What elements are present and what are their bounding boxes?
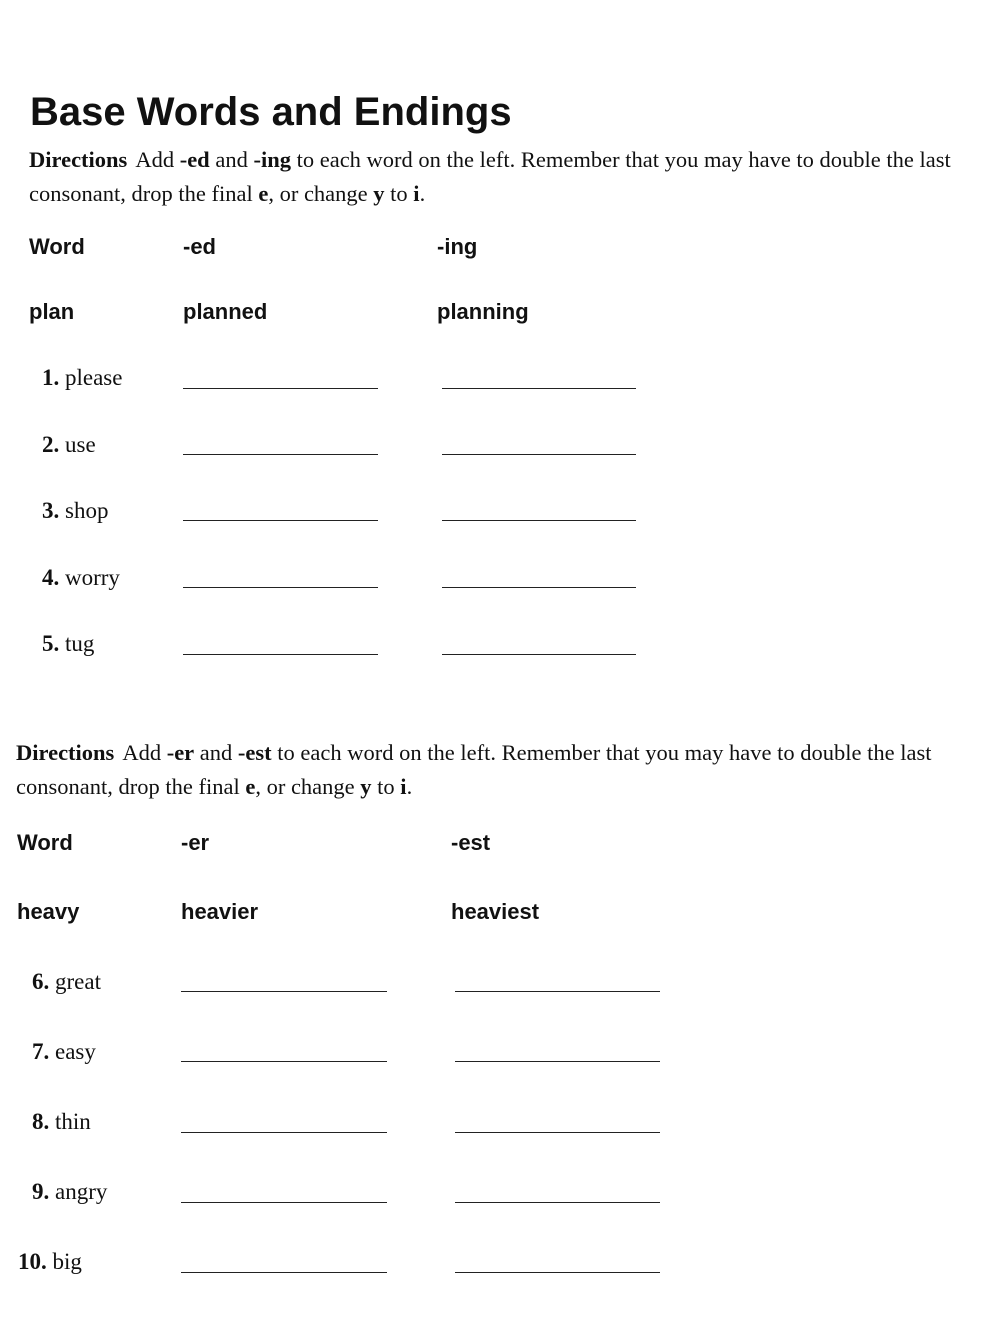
directions-text: and [194, 740, 238, 765]
answer-blank-ed[interactable] [183, 388, 378, 389]
item-number: 8. [32, 1109, 50, 1134]
directions-text: to each word on the left. Remember that you may have to double the last consonant, drop the final [16, 740, 932, 799]
list-item [32, 1177, 107, 1207]
list-item [42, 563, 120, 593]
directions-1 [29, 143, 969, 211]
example-er: heavier [181, 899, 259, 924]
item-number: 5. [42, 631, 60, 656]
answer-blank-ing[interactable] [442, 587, 636, 588]
directions-text: to [384, 181, 414, 206]
suffix-ing: -ing [253, 147, 291, 172]
letter-y: y [373, 181, 385, 206]
answer-blank-er[interactable] [181, 1202, 387, 1203]
page-title: Base Words and Endings [30, 90, 512, 134]
list-item [42, 430, 96, 460]
directions-text: , or change [268, 181, 374, 206]
list-item [42, 363, 122, 393]
directions-label: Directions [29, 147, 128, 172]
example-word: heavy [17, 899, 80, 924]
answer-blank-ing[interactable] [442, 454, 636, 455]
suffix-ed: -ed [179, 147, 210, 172]
answer-blank-est[interactable] [455, 1272, 660, 1273]
answer-blank-ed[interactable] [183, 587, 378, 588]
header-ing: -ing [437, 234, 478, 259]
item-number: 6. [32, 969, 50, 994]
directions-text: , or change [255, 774, 361, 799]
list-item [42, 496, 108, 526]
answer-blank-est[interactable] [455, 991, 660, 992]
item-word: shop [65, 498, 109, 523]
list-item [32, 1037, 96, 1067]
answer-blank-er[interactable] [181, 1061, 387, 1062]
item-number: 2. [42, 432, 60, 457]
letter-e: e [258, 181, 269, 206]
example-ing: planning [437, 299, 529, 324]
item-word: easy [55, 1039, 96, 1064]
list-item [32, 1107, 91, 1137]
answer-blank-est[interactable] [455, 1132, 660, 1133]
answer-blank-er[interactable] [181, 991, 387, 992]
header-est: -est [451, 830, 491, 855]
item-word: angry [55, 1179, 108, 1204]
answer-blank-er[interactable] [181, 1272, 387, 1273]
directions-label: Directions [16, 740, 115, 765]
answer-blank-ed[interactable] [183, 654, 378, 655]
item-word: great [55, 969, 101, 994]
example-est: heaviest [451, 899, 540, 924]
directions-text: to each word on the left. Remember that you may have to double the last consonant, drop the final [29, 147, 951, 206]
item-number: 4. [42, 565, 60, 590]
list-item [18, 1247, 82, 1277]
header-word: Word [17, 830, 73, 855]
item-number: 3. [42, 498, 60, 523]
item-number: 9. [32, 1179, 50, 1204]
item-number: 7. [32, 1039, 50, 1064]
item-word: please [65, 365, 123, 390]
directions-text: to [371, 774, 401, 799]
directions-text: Add [122, 740, 167, 765]
directions-text: Add [135, 147, 180, 172]
list-item [32, 967, 101, 997]
item-word: use [65, 432, 96, 457]
header-er: -er [181, 830, 210, 855]
directions-text: . [406, 774, 413, 799]
item-word: worry [65, 565, 120, 590]
answer-blank-est[interactable] [455, 1061, 660, 1062]
answer-blank-ed[interactable] [183, 520, 378, 521]
header-word: Word [29, 234, 85, 259]
letter-e: e [245, 774, 256, 799]
directions-text: . [419, 181, 426, 206]
example-word: plan [29, 299, 75, 324]
item-word: tug [65, 631, 95, 656]
answer-blank-er[interactable] [181, 1132, 387, 1133]
example-ed: planned [183, 299, 268, 324]
letter-i: i [400, 774, 407, 799]
directions-text: and [209, 147, 254, 172]
item-word: big [52, 1249, 82, 1274]
header-ed: -ed [183, 234, 216, 259]
answer-blank-ing[interactable] [442, 388, 636, 389]
suffix-er: -er [166, 740, 195, 765]
answer-blank-est[interactable] [455, 1202, 660, 1203]
item-number: 1. [42, 365, 60, 390]
answer-blank-ing[interactable] [442, 654, 636, 655]
item-number: 10. [18, 1249, 47, 1274]
answer-blank-ing[interactable] [442, 520, 636, 521]
answer-blank-ed[interactable] [183, 454, 378, 455]
item-word: thin [55, 1109, 91, 1134]
letter-y: y [360, 774, 372, 799]
suffix-est: -est [237, 740, 272, 765]
directions-2 [16, 736, 986, 804]
letter-i: i [413, 181, 420, 206]
list-item [42, 629, 94, 659]
